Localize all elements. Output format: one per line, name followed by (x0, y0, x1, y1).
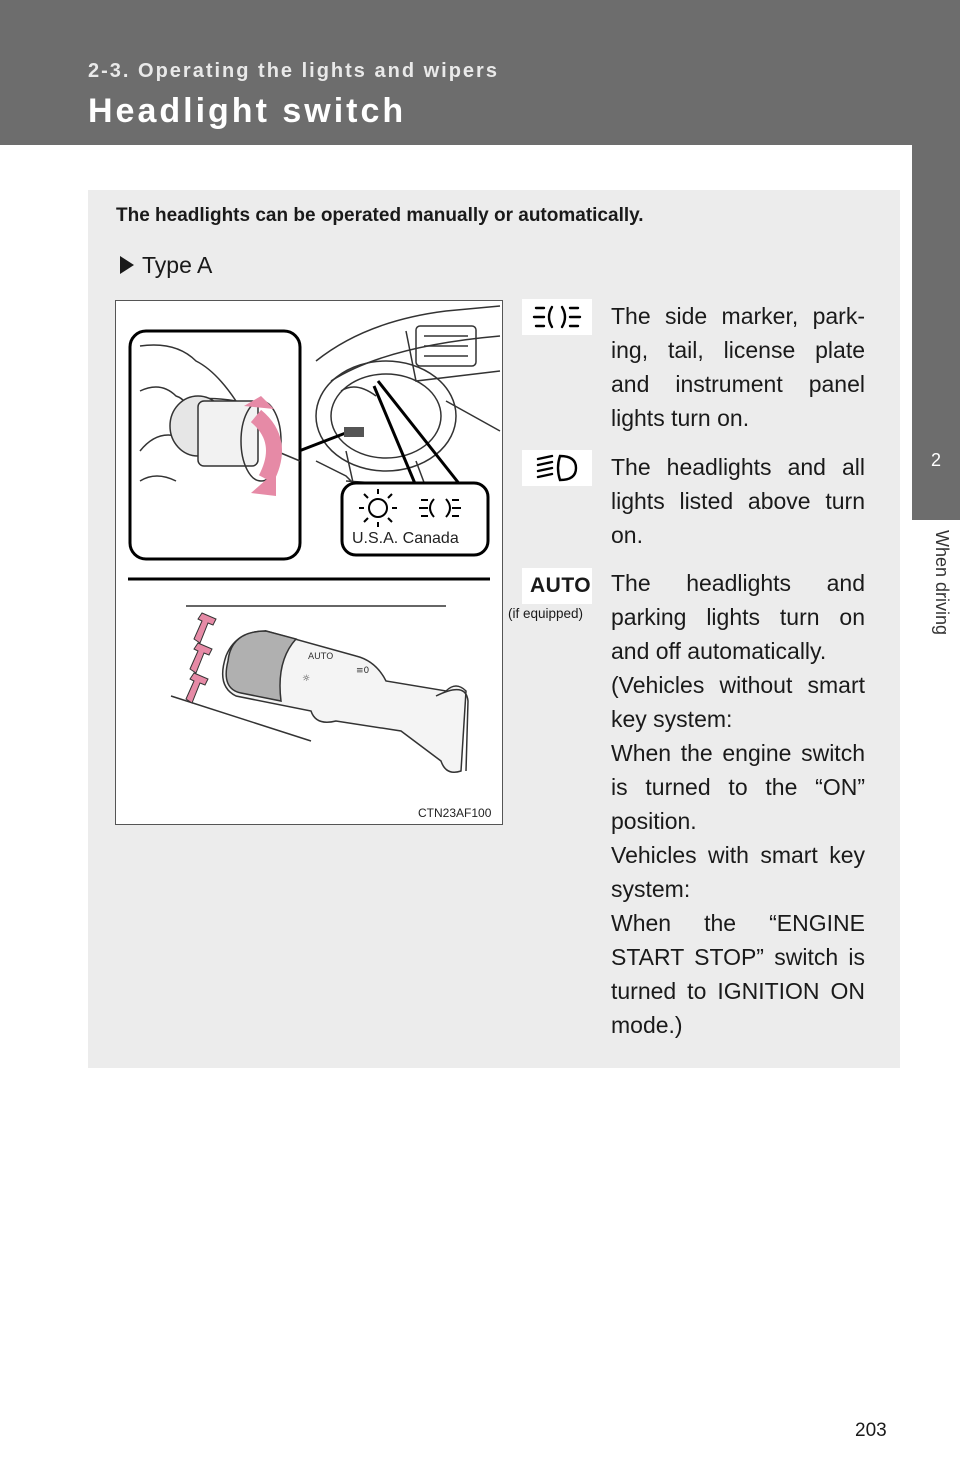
chapter-tab (912, 0, 960, 520)
auto-note-line: When the “ENGINE START STOP” switch is turned to IGNITION ON mode.) (611, 910, 865, 1038)
figure-code: CTN23AF100 (418, 806, 492, 820)
page-header (0, 0, 960, 145)
auto-icon-text: AUTO (530, 574, 592, 597)
if-equipped-note: (if equipped) (508, 606, 584, 621)
description-text: The side marker, park-ing, tail, license plate and instrument panel lights turn on. (611, 303, 865, 431)
auto-icon (522, 568, 592, 604)
page-title: Headlight switch (88, 92, 407, 130)
type-label-text: Type A (142, 252, 213, 278)
chapter-number: 2 (930, 450, 941, 470)
auto-note-line: Vehicles with smart key system: (611, 842, 865, 902)
type-label (120, 252, 212, 279)
illustration-drawing (116, 301, 502, 824)
chapter-label-text: When driving (932, 530, 952, 636)
headlights-icon (522, 450, 592, 486)
switch-illustration (115, 300, 503, 825)
item-auto-text (611, 566, 865, 1042)
side-marker-lights-icon (522, 299, 592, 335)
chapter-label (912, 530, 960, 670)
svg-text:AUTO: AUTO (308, 652, 334, 662)
intro-text: The headlights can be operated manually or automatically. (116, 205, 644, 226)
auto-note-line: (Vehicles without smart key system: (611, 672, 865, 732)
triangle-bullet-icon (120, 256, 134, 274)
item-headlights-text (611, 450, 865, 552)
usa-canada-label: U.S.A. Canada (352, 530, 459, 547)
page-number: 203 (855, 1420, 887, 1441)
svg-text:☼: ☼ (302, 674, 311, 684)
description-text: The headlights and all lights listed above turn on. (611, 454, 865, 548)
auto-note-line: When the engine switch is turned to the “ON” position. (611, 740, 865, 834)
description-text: The headlights and parking lights turn on and off automatically. (611, 570, 865, 664)
section-heading: 2-3. Operating the lights and wipers (88, 60, 499, 82)
svg-text:≡0: ≡0 (356, 666, 370, 676)
item-side-marker-text (611, 299, 865, 435)
